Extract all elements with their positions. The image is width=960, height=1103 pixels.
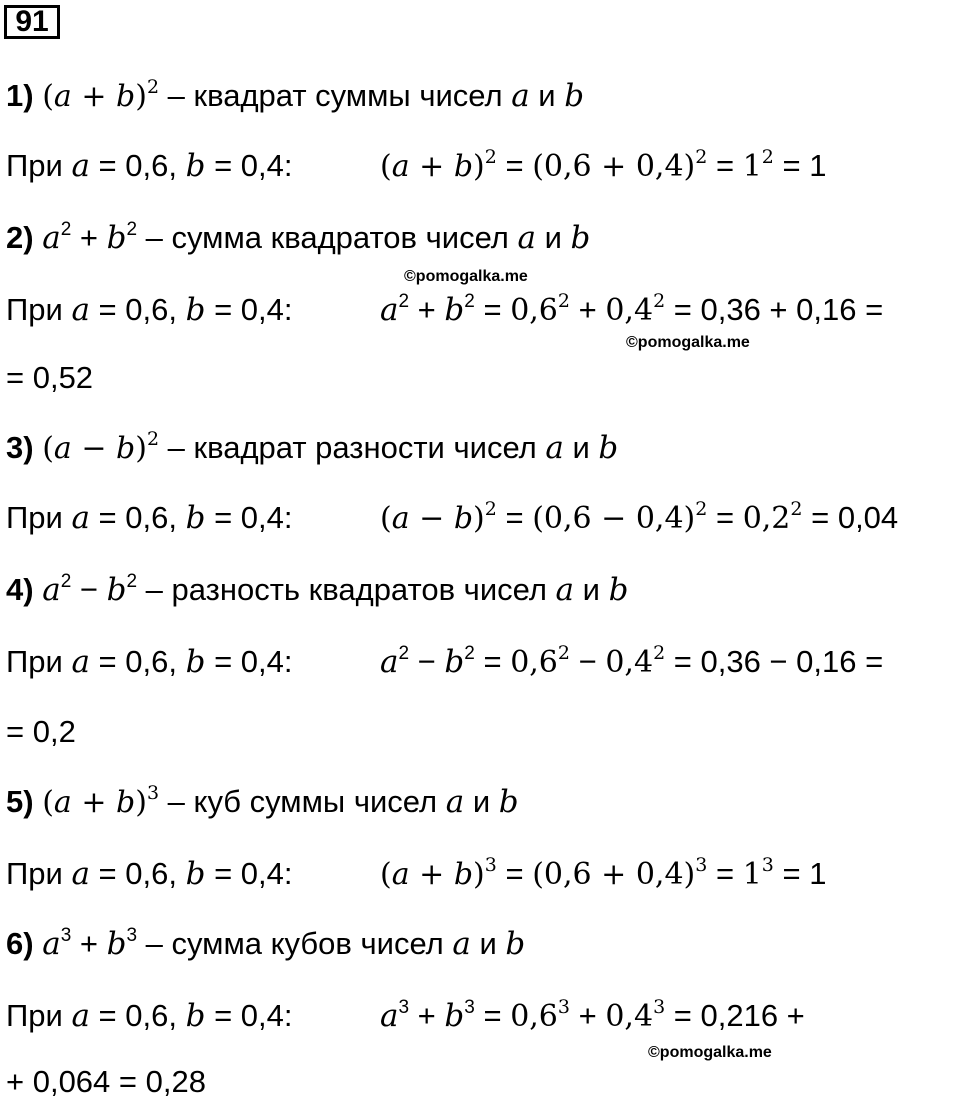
task-6-calculation: $a^3 + b^3 = 0,6^3 + 0,4^3 = 0,216$ + — [380, 996, 805, 1034]
task-4-given: При a = 0,6, b = 0,4: — [6, 644, 293, 680]
task-6-continuation: + 0,064 = 0,28 — [6, 1064, 206, 1099]
task-2-continuation: = 0,52 — [6, 360, 94, 395]
task-4-calculation: $a^2 - b^2 = 0,6^2 - 0,4^2 = 0,36 - 0,16$ = — [380, 642, 884, 680]
task-2-heading — [6, 218, 590, 258]
task-5-label: 5) — [6, 784, 34, 819]
task-6-given: При a = 0,6, b = 0,4: — [6, 998, 293, 1034]
task-3-heading — [6, 428, 618, 469]
task-4-label: 4) — [6, 572, 34, 607]
task-2-given: При a = 0,6, b = 0,4: — [6, 292, 293, 328]
task-2-label: 2) — [6, 220, 34, 255]
task-6-label: 6) — [6, 926, 34, 961]
task-1-label: 1) — [6, 78, 34, 113]
task-2-calculation: $a^2 + b^2 = 0,6^2 + 0,4^2 = 0,36 + 0,16$ = — [380, 290, 884, 328]
task-1-description: – квадрат суммы чисел a и b — [159, 78, 585, 114]
task-2-expression: $a^2 + b^2$ — [42, 219, 138, 256]
task-3-given: При a = 0,6, b = 0,4: — [6, 500, 293, 536]
watermark: ©pomogalka.me — [404, 268, 528, 285]
watermark: ©pomogalka.me — [648, 1044, 772, 1061]
task-4-description: – разность квадратов чисел a и b — [137, 572, 629, 608]
task-6-description: – сумма кубов чисел a и b — [137, 926, 526, 962]
problem-number: 91 — [4, 5, 60, 39]
task-5-description: – куб суммы чисел a и b — [159, 784, 519, 820]
task-5-heading — [6, 782, 519, 823]
task-3-calculation: $(a - b)^2 = (0,6 - 0,4)^2 = 0,2^2 = 0,04$ — [380, 498, 899, 536]
task-5-given: При a = 0,6, b = 0,4: — [6, 856, 293, 892]
task-4-continuation: = 0,2 — [6, 714, 76, 749]
task-1-expression: $(a + b)^2$ — [42, 76, 160, 114]
task-6-heading — [6, 924, 525, 964]
task-6-expression: $a^3 + b^3$ — [42, 925, 138, 962]
task-5-expression: $(a + b)^3$ — [42, 782, 160, 820]
task-1-calculation: $(a + b)^2 = (0,6 + 0,4)^2 = 1^2 = 1$ — [380, 146, 827, 184]
task-3-description: – квадрат разности чисел a и b — [159, 430, 619, 466]
task-3-expression: $(a - b)^2$ — [42, 428, 160, 466]
task-4-heading — [6, 570, 628, 610]
task-3-label: 3) — [6, 430, 34, 465]
watermark: ©pomogalka.me — [626, 334, 750, 351]
task-1-heading — [6, 76, 584, 117]
task-4-expression: $a^2 - b^2$ — [42, 571, 138, 608]
task-1-given: При a = 0,6, b = 0,4: — [6, 148, 293, 184]
task-5-calculation: $(a + b)^3 = (0,6 + 0,4)^3 = 1^3 = 1$ — [380, 854, 827, 892]
task-2-description: – сумма квадратов чисел a и b — [137, 220, 591, 256]
